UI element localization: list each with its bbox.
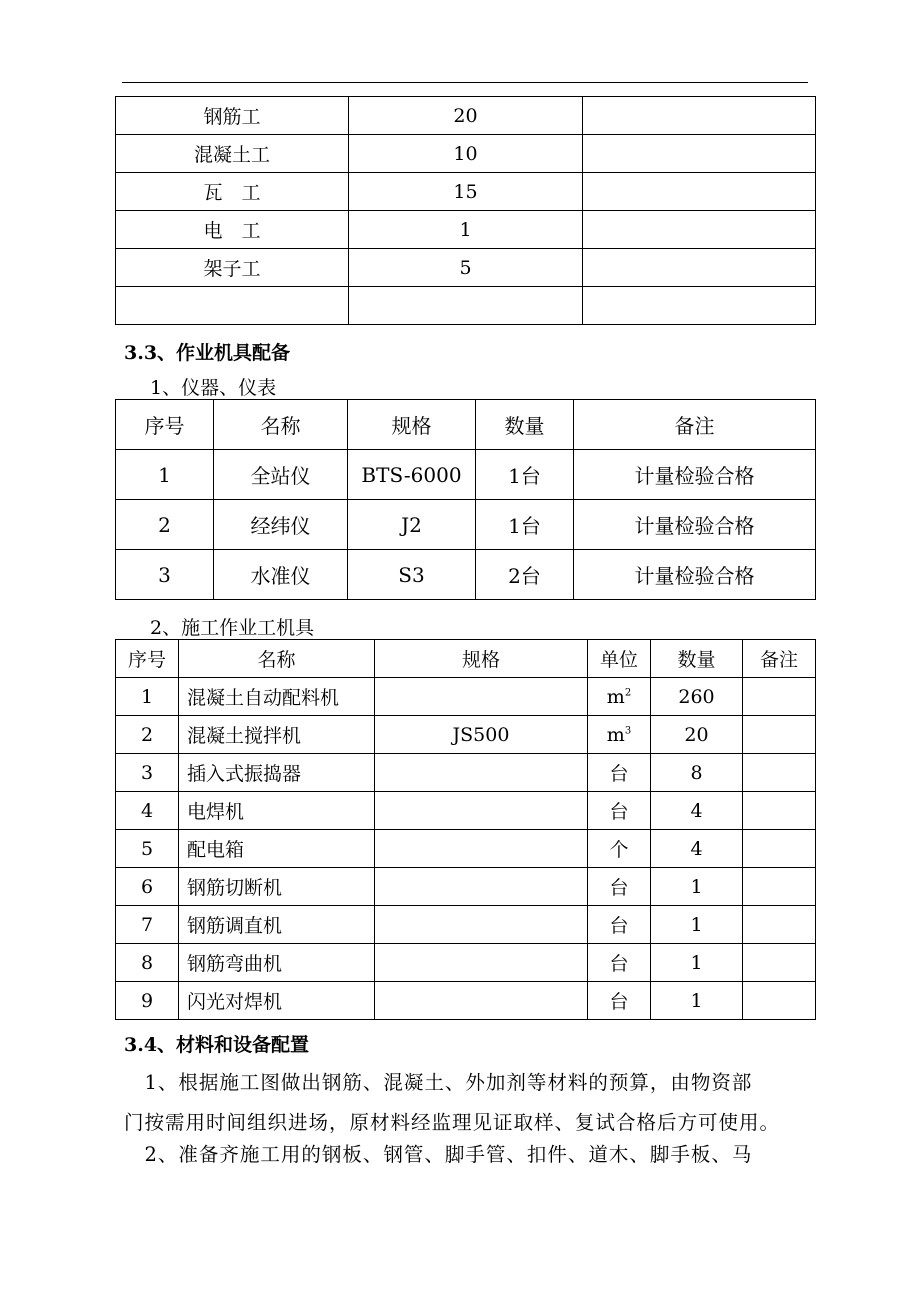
table-cell: JS500 xyxy=(375,716,588,754)
table-header-row xyxy=(116,400,816,450)
section-3-3-heading: 3.3、作业机具配备 xyxy=(124,342,291,364)
table-row xyxy=(116,550,816,600)
table-cell: 20 xyxy=(651,716,743,754)
table-cell xyxy=(743,678,816,716)
table-cell: 2 xyxy=(116,716,179,754)
table-cell xyxy=(116,287,349,325)
table-row xyxy=(116,944,816,982)
table-cell xyxy=(375,906,588,944)
table-cell: 2台 xyxy=(476,550,574,600)
paragraph-1-line-2: 门按需用时间组织进场，原材料经监理见证取样、复试合格后方可使用。 xyxy=(124,1111,781,1134)
column-header: 名称 xyxy=(179,640,375,678)
column-header: 序号 xyxy=(116,640,179,678)
table-cell: 10 xyxy=(349,135,583,173)
table-cell xyxy=(375,754,588,792)
table-cell: 6 xyxy=(116,868,179,906)
table-cell: 1 xyxy=(651,982,743,1020)
table-cell: 1 xyxy=(651,944,743,982)
table-row xyxy=(116,678,816,716)
table-cell: 钢筋工 xyxy=(116,97,349,135)
table-cell: 电焊机 xyxy=(179,792,375,830)
column-header: 序号 xyxy=(116,400,214,450)
table-cell: 5 xyxy=(116,830,179,868)
column-header: 数量 xyxy=(651,640,743,678)
table-cell xyxy=(375,944,588,982)
paragraph-1-line-1: 1、根据施工图做出钢筋、混凝土、外加剂等材料的预算，由物资部 xyxy=(124,1071,753,1094)
table-row xyxy=(116,792,816,830)
table-cell xyxy=(583,173,816,211)
paragraph-1 xyxy=(124,1063,824,1143)
table-cell: 9 xyxy=(116,982,179,1020)
table-cell: 3 xyxy=(116,754,179,792)
table-cell xyxy=(583,211,816,249)
table-cell: 8 xyxy=(116,944,179,982)
table-cell: 1台 xyxy=(476,450,574,500)
table-cell: S3 xyxy=(348,550,476,600)
table-cell: 2 xyxy=(116,500,214,550)
table-cell xyxy=(743,830,816,868)
table-cell xyxy=(743,868,816,906)
table-cell: 3 xyxy=(116,550,214,600)
table-cell: $m^3$ xyxy=(588,716,651,754)
table-cell: 钢筋调直机 xyxy=(179,906,375,944)
table-cell: 台 xyxy=(588,792,651,830)
column-header: 备注 xyxy=(574,400,816,450)
table-cell: 混凝土工 xyxy=(116,135,349,173)
table-cell: 台 xyxy=(588,754,651,792)
table-cell xyxy=(375,678,588,716)
table-cell xyxy=(583,97,816,135)
table-cell xyxy=(743,716,816,754)
table-cell: 电 工 xyxy=(116,211,349,249)
table-header-row xyxy=(116,640,816,678)
table-row xyxy=(116,868,816,906)
table-cell: 1 xyxy=(349,211,583,249)
table-cell: $m^2$ xyxy=(588,678,651,716)
table-row xyxy=(116,135,816,173)
table-row xyxy=(116,754,816,792)
table-cell: 架子工 xyxy=(116,249,349,287)
table-cell: 配电箱 xyxy=(179,830,375,868)
column-header: 规格 xyxy=(348,400,476,450)
tools-table xyxy=(115,639,816,1020)
labor-table xyxy=(115,96,816,325)
table-cell: 个 xyxy=(588,830,651,868)
table-cell: 5 xyxy=(349,249,583,287)
table-cell xyxy=(743,792,816,830)
column-header: 数量 xyxy=(476,400,574,450)
table-cell: 计量检验合格 xyxy=(574,450,816,500)
table-cell xyxy=(375,868,588,906)
table-cell: 混凝土搅拌机 xyxy=(179,716,375,754)
table-cell: BTS-6000 xyxy=(348,450,476,500)
table-row xyxy=(116,830,816,868)
table-cell: 7 xyxy=(116,906,179,944)
table-cell: 1 xyxy=(116,678,179,716)
table-cell: 1 xyxy=(651,868,743,906)
table-cell: 钢筋切断机 xyxy=(179,868,375,906)
table-cell: 20 xyxy=(349,97,583,135)
table-cell xyxy=(743,754,816,792)
table-row xyxy=(116,249,816,287)
table-cell: 混凝土自动配料机 xyxy=(179,678,375,716)
table-cell: 瓦 工 xyxy=(116,173,349,211)
table-cell: 台 xyxy=(588,906,651,944)
table-row xyxy=(116,500,816,550)
column-header: 备注 xyxy=(743,640,816,678)
table-row xyxy=(116,450,816,500)
table-row xyxy=(116,287,816,325)
table-cell xyxy=(375,792,588,830)
table-cell: 插入式振捣器 xyxy=(179,754,375,792)
instruments-subheading: 1、仪器、仪表 xyxy=(150,377,277,399)
table-cell: 1 xyxy=(651,906,743,944)
table-row xyxy=(116,982,816,1020)
column-header: 单位 xyxy=(588,640,651,678)
column-header: 名称 xyxy=(214,400,348,450)
table-cell: 1 xyxy=(116,450,214,500)
table-cell: 计量检验合格 xyxy=(574,500,816,550)
table-cell: 水准仪 xyxy=(214,550,348,600)
table-cell: 钢筋弯曲机 xyxy=(179,944,375,982)
table-cell: 全站仪 xyxy=(214,450,348,500)
table-cell xyxy=(583,287,816,325)
table-cell xyxy=(375,830,588,868)
instrument-table xyxy=(115,399,816,600)
table-row xyxy=(116,716,816,754)
table-cell: 1台 xyxy=(476,500,574,550)
tools-subheading: 2、施工作业工机具 xyxy=(150,617,315,639)
table-cell: 计量检验合格 xyxy=(574,550,816,600)
table-cell xyxy=(743,906,816,944)
paragraph-2-line-1: 2、准备齐施工用的钢板、钢管、脚手管、扣件、道木、脚手板、马 xyxy=(124,1143,753,1166)
page-header-rule xyxy=(122,82,808,83)
table-cell: 4 xyxy=(116,792,179,830)
table-cell xyxy=(743,944,816,982)
table-cell: 4 xyxy=(651,792,743,830)
table-cell: 闪光对焊机 xyxy=(179,982,375,1020)
table-cell: J2 xyxy=(348,500,476,550)
table-cell: 260 xyxy=(651,678,743,716)
paragraph-2 xyxy=(124,1135,824,1175)
table-row xyxy=(116,211,816,249)
section-3-4-heading: 3.4、材料和设备配置 xyxy=(124,1034,310,1056)
table-row xyxy=(116,906,816,944)
table-cell: 经纬仪 xyxy=(214,500,348,550)
table-cell xyxy=(743,982,816,1020)
table-cell xyxy=(375,982,588,1020)
table-cell xyxy=(583,135,816,173)
table-cell xyxy=(583,249,816,287)
table-cell: 台 xyxy=(588,868,651,906)
table-cell xyxy=(349,287,583,325)
table-row xyxy=(116,173,816,211)
table-cell: 台 xyxy=(588,982,651,1020)
column-header: 规格 xyxy=(375,640,588,678)
table-cell: 台 xyxy=(588,944,651,982)
table-cell: 8 xyxy=(651,754,743,792)
table-cell: 15 xyxy=(349,173,583,211)
table-row xyxy=(116,97,816,135)
table-cell: 4 xyxy=(651,830,743,868)
